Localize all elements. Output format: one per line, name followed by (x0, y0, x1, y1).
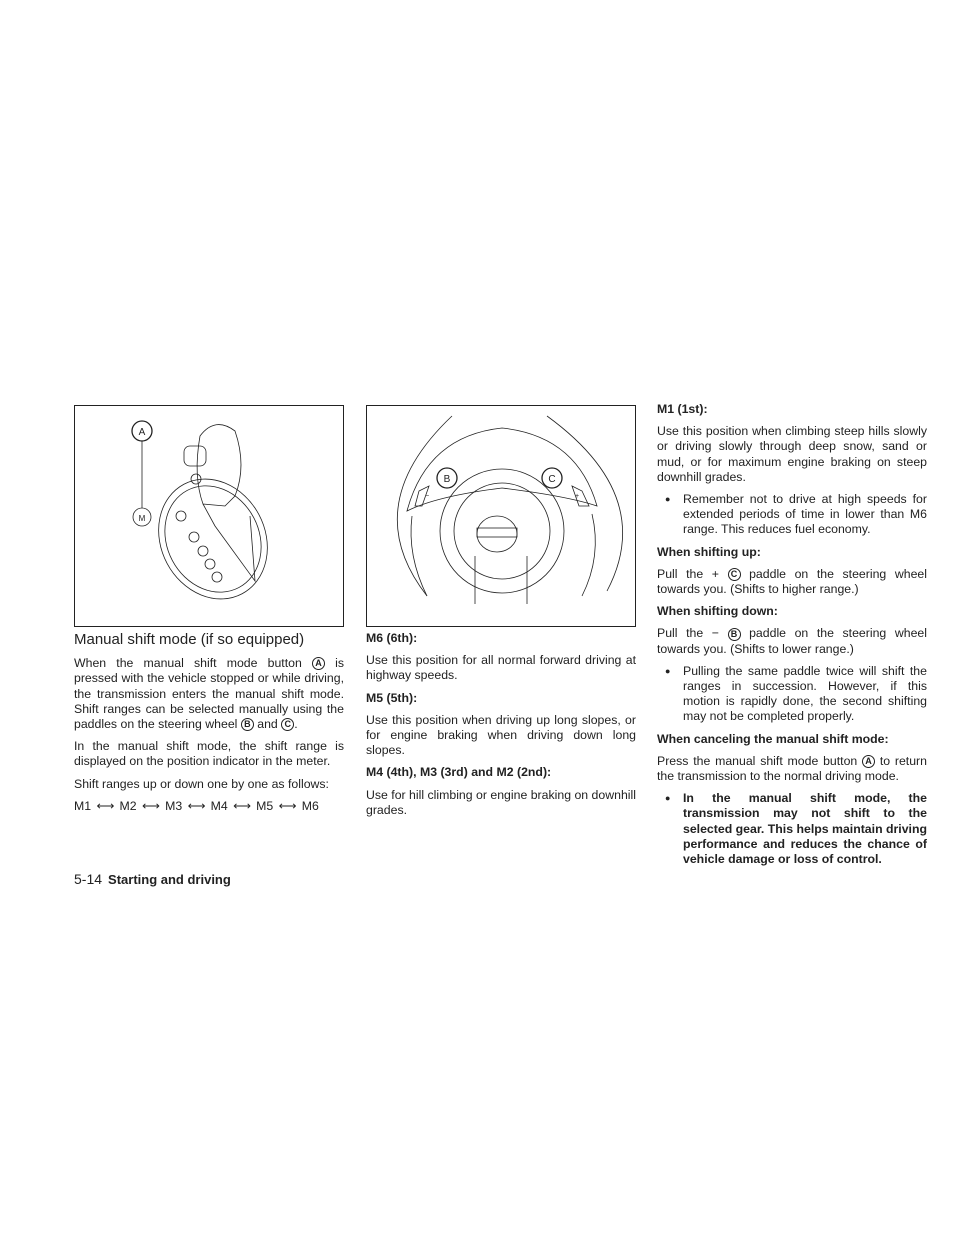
m-button-label: M (138, 514, 146, 523)
label-b: B (443, 474, 451, 485)
heading: M5 (5th): (366, 690, 418, 705)
paragraph: Use this position when climbing steep hills slowly or driving slowly through deep snow, sand or mud, or for maximum engine braking on steep downhill grades. (657, 424, 927, 484)
minus-paddle-label: − (425, 493, 430, 500)
steering-wheel-figure (366, 405, 636, 627)
bullet-item: ● Pulling the same paddle twice will shift the ranges in succession. However, if this motion is rapidly done, the second shifting may not be completed properly. (657, 664, 927, 725)
right-column (657, 402, 927, 874)
section-title: Manual shift mode (if so equipped) (74, 631, 305, 648)
circled-a: A (312, 657, 325, 670)
heading: When canceling the manual shift mode: (657, 731, 889, 746)
middle-column (366, 631, 636, 825)
page-footer (74, 872, 231, 887)
label-a: A (138, 427, 146, 438)
shift-sequence: M1 ⟷ M2 ⟷ M3 ⟷ M4 ⟷ M5 ⟷ M6 (74, 798, 319, 813)
paragraph: Press the manual shift mode button A to return the transmission to the normal driving mode. (657, 753, 927, 784)
paragraph: Use for hill climbing or engine braking on downhill grades. (366, 787, 636, 817)
heading: M6 (6th): (366, 631, 418, 645)
circled-a: A (862, 755, 875, 768)
paragraph: Use this position for all normal forward driving at highway speeds. (366, 653, 636, 683)
heading: When shifting down: (657, 604, 778, 619)
circled-b: B (241, 718, 254, 731)
page-number: 5-14 (74, 871, 103, 887)
heading: When shifting up: (657, 544, 761, 559)
heading: M4 (4th), M3 (3rd) and M2 (2nd): (366, 765, 552, 780)
plus-paddle-label: + (575, 493, 580, 500)
circled-b: B (728, 628, 741, 641)
section-name: Starting and driving (108, 872, 231, 887)
circled-c: C (281, 718, 294, 731)
paragraph: In the manual shift mode, the shift range is displayed on the position indicator in the meter. (74, 739, 344, 769)
paragraph: Pull the − B paddle on the steering wheel towards you. (Shifts to lower range.) (657, 626, 927, 656)
heading: M1 (1st): (657, 402, 708, 416)
bullet-item: ● Remember not to drive at high speeds for extended periods of time in lower than M6 range. This reduces fuel economy. (657, 492, 927, 538)
shifter-figure (74, 405, 344, 627)
warning-bullet: ● In the manual shift mode, the transmission may not shift to the selected gear. This helps maintain driving performance and reduces the chance of vehicle damage or loss of control. (657, 791, 927, 867)
paragraph: Use this position when driving up long slopes, or for engine braking when driving down long slopes. (366, 712, 636, 758)
paragraph: When the manual shift mode button A is pressed with the vehicle stopped or while driving, the transmission enters the manual shift mode. Shift ranges can be selected manually using the paddles on the steering wheel B and C . (74, 656, 344, 732)
paragraph: Pull the + C paddle on the steering wheel towards you. (Shifts to higher range.) (657, 566, 927, 597)
left-column (74, 632, 344, 821)
label-c: C (548, 474, 556, 485)
circled-c: C (728, 568, 741, 581)
paragraph: Shift ranges up or down one by one as follows: (74, 776, 329, 791)
